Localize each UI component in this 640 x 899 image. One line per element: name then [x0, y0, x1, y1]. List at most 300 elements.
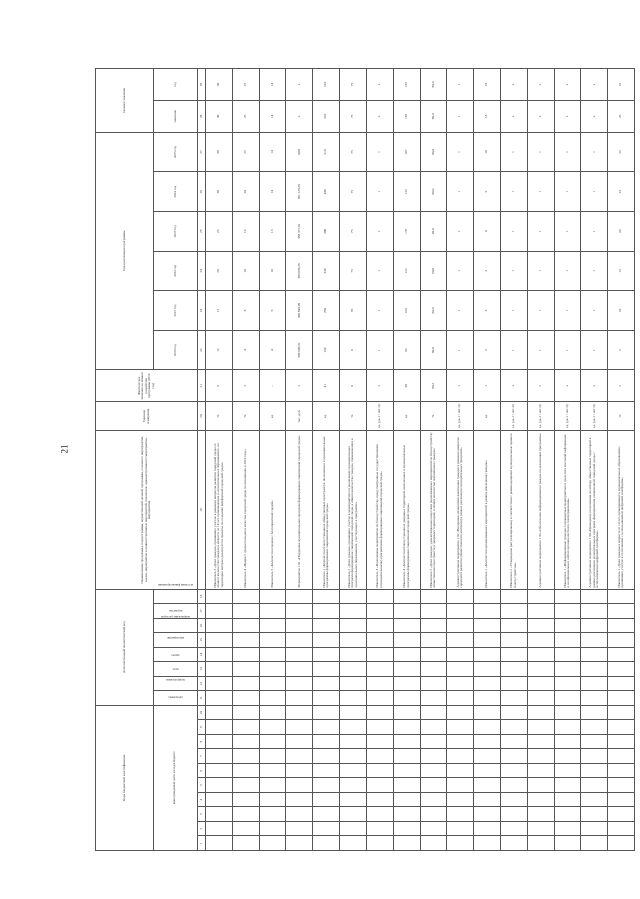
code-cell — [232, 604, 259, 619]
year-value: 1 — [366, 132, 393, 172]
table-row — [313, 69, 340, 851]
year-value: 14 — [259, 172, 286, 212]
code-cell — [500, 676, 527, 691]
code-cell — [500, 720, 527, 735]
code-cell — [500, 778, 527, 793]
code-cell — [393, 807, 420, 822]
code-cell — [554, 662, 581, 677]
code-cell — [420, 589, 447, 604]
code-sub-1: подпрограмма — [154, 676, 198, 691]
code-cell — [500, 618, 527, 633]
code-cell — [393, 618, 420, 633]
row-unit: % — [232, 402, 259, 431]
year-value: 1 — [527, 251, 554, 291]
row-final: х — [366, 100, 393, 132]
column-number: 25 — [198, 211, 206, 251]
code-cell — [581, 734, 608, 749]
code-cell — [420, 647, 447, 662]
code-cell — [286, 604, 313, 619]
code-cell — [366, 676, 393, 691]
row-unit: ед. (да-1 / нет-0) — [581, 402, 608, 431]
column-number: 17 — [198, 604, 206, 619]
year-value: 1 — [554, 291, 581, 331]
code-cell — [259, 734, 286, 749]
code-cell — [447, 778, 474, 793]
code-cell — [554, 691, 581, 706]
code-cell — [527, 792, 554, 807]
code-cell — [527, 647, 554, 662]
column-number: 24 — [198, 251, 206, 291]
year-value: 75 — [340, 251, 367, 291]
year-value: 25 — [232, 132, 259, 172]
final-year-header: год — [154, 69, 198, 101]
code-cell — [527, 676, 554, 691]
year-value: 18 — [474, 132, 501, 172]
code-cell — [286, 778, 313, 793]
code-cell — [232, 749, 259, 764]
row-actual: х — [500, 370, 527, 402]
code-cell — [420, 734, 447, 749]
year-value: 1 — [527, 172, 554, 212]
code-cell — [474, 676, 501, 691]
code-cell — [232, 662, 259, 677]
code-cell — [420, 749, 447, 764]
code-cell — [447, 763, 474, 778]
year-value: 10 — [259, 251, 286, 291]
code-cell — [259, 604, 286, 619]
code-cell — [474, 604, 501, 619]
code-sub-0: программа — [154, 691, 198, 706]
row-unit: % — [608, 402, 635, 431]
row-final-year: х — [286, 69, 313, 101]
code-cell — [581, 778, 608, 793]
row-unit: ед. — [313, 402, 340, 431]
year-value: 1 — [554, 211, 581, 251]
code-cell — [474, 763, 501, 778]
code-cell — [366, 618, 393, 633]
column-number: 23 — [198, 291, 206, 331]
code-cell — [474, 662, 501, 677]
actual-column-header: Фактическое значение на момент разработки программы (2019 год) — [96, 370, 198, 402]
row-unit: ед. — [474, 402, 501, 431]
code-cell — [259, 821, 286, 836]
code-cell — [527, 807, 554, 822]
row-actual: 0 — [340, 370, 367, 402]
year-value: 1 — [500, 172, 527, 212]
year-value: 90,0 — [420, 291, 447, 331]
row-final: 14 — [259, 100, 286, 132]
row-name: Показатель 1 «Количество организованных мероприятий в рамках вовлечения граждан» — [474, 431, 501, 589]
code-cell — [500, 647, 527, 662]
code-cell — [608, 662, 635, 677]
year-value: 1 — [500, 132, 527, 172]
year-value: 383 696,76 — [286, 251, 313, 291]
code-cell — [313, 676, 340, 691]
year-value: 75 — [340, 211, 367, 251]
year-value: 90,0 — [420, 211, 447, 251]
code-cell — [393, 763, 420, 778]
code-cell — [420, 792, 447, 807]
code-cell — [366, 662, 393, 677]
column-number: 4 — [198, 792, 206, 807]
row-final-year: 90,0 — [420, 69, 447, 101]
code-cell — [474, 821, 501, 836]
row-final-year: 510 — [313, 69, 340, 101]
row-actual: – — [259, 370, 286, 402]
column-number-row — [198, 69, 206, 851]
row-final: х — [581, 100, 608, 132]
column-number: 12 — [198, 676, 206, 691]
column-number: 16 — [198, 618, 206, 633]
year-value: 10 — [608, 291, 635, 331]
code-cell — [286, 676, 313, 691]
code-cell — [393, 676, 420, 691]
code-cell — [474, 647, 501, 662]
code-cell — [581, 589, 608, 604]
code-cell — [500, 604, 527, 619]
code-cell — [259, 618, 286, 633]
code-cell — [206, 676, 233, 691]
row-unit: % — [340, 402, 367, 431]
code-cell — [554, 633, 581, 648]
code-cell — [554, 618, 581, 633]
year-value: 30 — [206, 132, 233, 172]
code-cell — [340, 792, 367, 807]
code-cell — [313, 734, 340, 749]
row-unit: ед. — [393, 402, 420, 431]
row-actual: х — [527, 370, 554, 402]
row-actual: 1 — [474, 370, 501, 402]
year-value: 6 — [259, 291, 286, 331]
code-cell — [581, 720, 608, 735]
code-cell — [313, 662, 340, 677]
year-value: 1 — [366, 291, 393, 331]
year-value: 122 — [393, 251, 420, 291]
column-number: 3 — [198, 807, 206, 822]
code-cell — [286, 763, 313, 778]
row-actual: 9 — [206, 370, 233, 402]
code-cell — [608, 604, 635, 619]
row-final-year: 25 — [608, 69, 635, 101]
code-cell — [500, 589, 527, 604]
year-value: 1 — [500, 330, 527, 370]
year-header-2: 2022 год — [154, 251, 198, 291]
code-cell — [206, 792, 233, 807]
code-cell — [206, 807, 233, 822]
code-cell — [313, 836, 340, 851]
year-value: 1 — [366, 330, 393, 370]
code-cell — [286, 821, 313, 836]
code-cell — [554, 589, 581, 604]
code-cell — [366, 589, 393, 604]
code-cell — [286, 836, 313, 851]
year-value: 1 — [581, 291, 608, 331]
code-cell — [206, 604, 233, 619]
code-cell — [608, 734, 635, 749]
code-cell — [554, 720, 581, 735]
code-cell — [340, 589, 367, 604]
code-cell — [527, 604, 554, 619]
code-sub-5: направление расходов — [154, 618, 198, 633]
code-cell — [232, 821, 259, 836]
year-value: 8 — [232, 291, 259, 331]
column-number: 6 — [198, 763, 206, 778]
code-cell — [554, 604, 581, 619]
code-cell — [232, 807, 259, 822]
code-cell — [608, 720, 635, 735]
name-column-header: Наименование программы, подпрограммы, ведомственной целевой программы, основного мероприятия, задачи, мероприятия и административных мероприятий, показателя, административного мероприятия, мероприятия — [96, 431, 198, 589]
year-value: 1 — [447, 211, 474, 251]
code-cell — [259, 691, 286, 706]
row-name: Административное мероприятие 1.02 «Внедрение механизмов вовлечения граждан в решение вопросов городского развития (общественного контроля) в рамках реализации муниципальных программ» — [447, 431, 474, 589]
column-number: 15 — [198, 633, 206, 648]
year-value: 102 — [393, 291, 420, 331]
code-cell — [313, 604, 340, 619]
code-cell — [366, 807, 393, 822]
year-value: 12 — [206, 330, 233, 370]
row-name: Административное мероприятие 1.03 «Обеспечение информирования граждан по реализации программы» — [527, 431, 554, 589]
year-value: 1 — [554, 251, 581, 291]
code-cell — [420, 676, 447, 691]
code-cell — [393, 647, 420, 662]
code-cell — [608, 763, 635, 778]
code-cell — [366, 633, 393, 648]
year-value: 137 — [393, 211, 420, 251]
code-cell — [340, 778, 367, 793]
code-cell — [581, 763, 608, 778]
code-sub-4: мероприятие — [154, 633, 198, 648]
year-value: 1 — [527, 291, 554, 331]
row-final: 30 — [206, 100, 233, 132]
code-cell — [527, 778, 554, 793]
year-value: 1 — [447, 251, 474, 291]
row-name: Административное мероприятие 1.04 «Проведение голосования по отбору общественных территорий в рамках реализации муниципальных программ формирования современной городской среды с использованием цифровой платформы» — [581, 431, 608, 589]
year-value: 1 — [581, 330, 608, 370]
final-value-header: значение — [154, 100, 198, 132]
code-cell — [447, 618, 474, 633]
table-row — [206, 69, 233, 851]
code-cell — [581, 749, 608, 764]
year-value: 20 — [206, 251, 233, 291]
year-value: 336 — [313, 251, 340, 291]
code-cell — [474, 720, 501, 735]
year-value: 250 — [313, 291, 340, 331]
year-value: 25 — [608, 172, 635, 212]
column-number: 28 — [198, 100, 206, 132]
code-cell — [447, 604, 474, 619]
year-value: 4 — [259, 330, 286, 370]
code-cell — [500, 734, 527, 749]
year-value: 391 128,29 — [286, 172, 313, 212]
column-number: 27 — [198, 132, 206, 172]
row-name: Показатель 4 «Количество благоустроенных дворовых территорий, включенных в муниципальные программы формирования современной городской среды» — [393, 431, 420, 589]
row-unit: ед. — [259, 402, 286, 431]
column-number: 2 — [198, 821, 206, 836]
code-cell — [232, 792, 259, 807]
code-cell — [474, 836, 501, 851]
code-cell — [313, 633, 340, 648]
code-cell — [420, 821, 447, 836]
code-cell — [554, 749, 581, 764]
code-cell — [393, 778, 420, 793]
code-cell — [500, 821, 527, 836]
code-cell — [447, 836, 474, 851]
code-cell — [608, 705, 635, 720]
code-cell — [554, 734, 581, 749]
code-cell — [447, 647, 474, 662]
row-final-year: х — [581, 69, 608, 101]
code-cell — [420, 604, 447, 619]
code-cell — [581, 705, 608, 720]
code-cell — [527, 749, 554, 764]
code-cell — [232, 763, 259, 778]
row-actual: х — [581, 370, 608, 402]
year-value: 1 — [366, 251, 393, 291]
year-value: 1 — [447, 132, 474, 172]
code-cell — [527, 763, 554, 778]
year-value: 152 — [393, 172, 420, 212]
year-value: 25 — [608, 132, 635, 172]
row-final: 25 — [608, 100, 635, 132]
code-cell — [608, 647, 635, 662]
code-cell — [259, 676, 286, 691]
row-final: 510 — [313, 100, 340, 132]
table-row — [340, 69, 367, 851]
column-number: 20 — [198, 402, 206, 431]
code-cell — [366, 792, 393, 807]
code-cell — [527, 589, 554, 604]
code-cell — [500, 792, 527, 807]
code-cell — [581, 647, 608, 662]
column-number: 19 — [198, 431, 206, 589]
code-cell — [447, 633, 474, 648]
code-cell — [340, 836, 367, 851]
code-cell — [232, 618, 259, 633]
table-row — [366, 69, 393, 851]
row-name: Показатель 5 «Доля граждан, удовлетворенных качеством реализованных мероприятий по благоустройству общественных пространств и дворовых территорий, в общем количестве опрошенных граждан» — [420, 431, 447, 589]
year-value: 13 — [259, 211, 286, 251]
column-number: 9 — [198, 720, 206, 735]
column-number: 13 — [198, 662, 206, 677]
row-name: Показатель 4 «Прирост среднего индекса качества городской среды по отношению к 2019 году» — [232, 431, 259, 589]
code-cell — [366, 778, 393, 793]
code-cell — [581, 821, 608, 836]
code-cell — [232, 676, 259, 691]
code-cell — [206, 821, 233, 836]
code-cell — [554, 676, 581, 691]
year-value: 1 — [447, 291, 474, 331]
year-value: 90,0 — [420, 132, 447, 172]
code-cell — [581, 676, 608, 691]
code-cell — [608, 676, 635, 691]
code-cell — [608, 778, 635, 793]
code-cell — [581, 604, 608, 619]
code-cell — [474, 749, 501, 764]
row-final: 1 — [447, 100, 474, 132]
code-cell — [608, 821, 635, 836]
code-cell — [393, 633, 420, 648]
year-value: 1 — [447, 330, 474, 370]
year-value: 30 — [206, 172, 233, 212]
row-actual: х — [286, 370, 313, 402]
code-cell — [393, 792, 420, 807]
column-number: 29 — [198, 69, 206, 101]
code-cell — [420, 778, 447, 793]
year-value: 75 — [340, 172, 367, 212]
code-cell — [313, 763, 340, 778]
column-number: 21 — [198, 370, 206, 402]
code-cell — [527, 691, 554, 706]
code-cell — [447, 807, 474, 822]
code-cell — [581, 792, 608, 807]
year-header-1: 2021 год — [154, 291, 198, 331]
code-cell — [581, 662, 608, 677]
code-cell — [420, 662, 447, 677]
table-row — [259, 69, 286, 851]
row-actual: х — [554, 370, 581, 402]
row-final-year: 1 — [447, 69, 474, 101]
code-cell — [581, 633, 608, 648]
row-final-year: 75 — [340, 69, 367, 101]
code-cell — [206, 633, 233, 648]
code-cell — [259, 749, 286, 764]
table-row — [608, 69, 635, 851]
code-cell — [500, 662, 527, 677]
rotated-table-container — [95, 68, 635, 851]
code-cell — [340, 763, 367, 778]
code-cell — [393, 720, 420, 735]
code-cell — [527, 705, 554, 720]
year-value: 398 906,31 — [286, 330, 313, 370]
code-cell — [286, 749, 313, 764]
code-cell — [420, 763, 447, 778]
table-row — [232, 69, 259, 851]
row-unit: % — [206, 402, 233, 431]
code-cell — [313, 691, 340, 706]
year-value: 4 — [232, 330, 259, 370]
year-value: 5 — [474, 172, 501, 212]
year-value: 90,0 — [420, 251, 447, 291]
table-row — [474, 69, 501, 851]
code-cell — [527, 836, 554, 851]
row-name: Показатель 3 «Реализованы мероприятия по благоустройству, предусмотренные государственными (муниципальными) программами формирования современной городской среды» — [366, 431, 393, 589]
year-value: 154 — [313, 330, 340, 370]
code-cell — [608, 633, 635, 648]
code-cell — [474, 734, 501, 749]
year-value: 1 — [500, 291, 527, 331]
code-cell — [447, 720, 474, 735]
row-final-year: х — [527, 69, 554, 101]
column-number: 10 — [198, 705, 206, 720]
code-cell — [447, 676, 474, 691]
column-number: 5 — [198, 778, 206, 793]
year-value: 1 — [500, 251, 527, 291]
code-cell — [554, 821, 581, 836]
code-cell — [340, 705, 367, 720]
year-value: 3 — [474, 251, 501, 291]
code-cell — [420, 836, 447, 851]
code-cell — [420, 807, 447, 822]
row-actual: 38 — [393, 370, 420, 402]
code-cell — [286, 647, 313, 662]
codes-sub-header: ниже приведенной сметы расходов бюджета — [154, 705, 198, 850]
code-cell — [393, 662, 420, 677]
code-cell — [313, 807, 340, 822]
code-cell — [366, 836, 393, 851]
code-cell — [420, 705, 447, 720]
unit-column-header: Единица измерения — [96, 402, 198, 431]
year-value: 1 — [527, 132, 554, 172]
